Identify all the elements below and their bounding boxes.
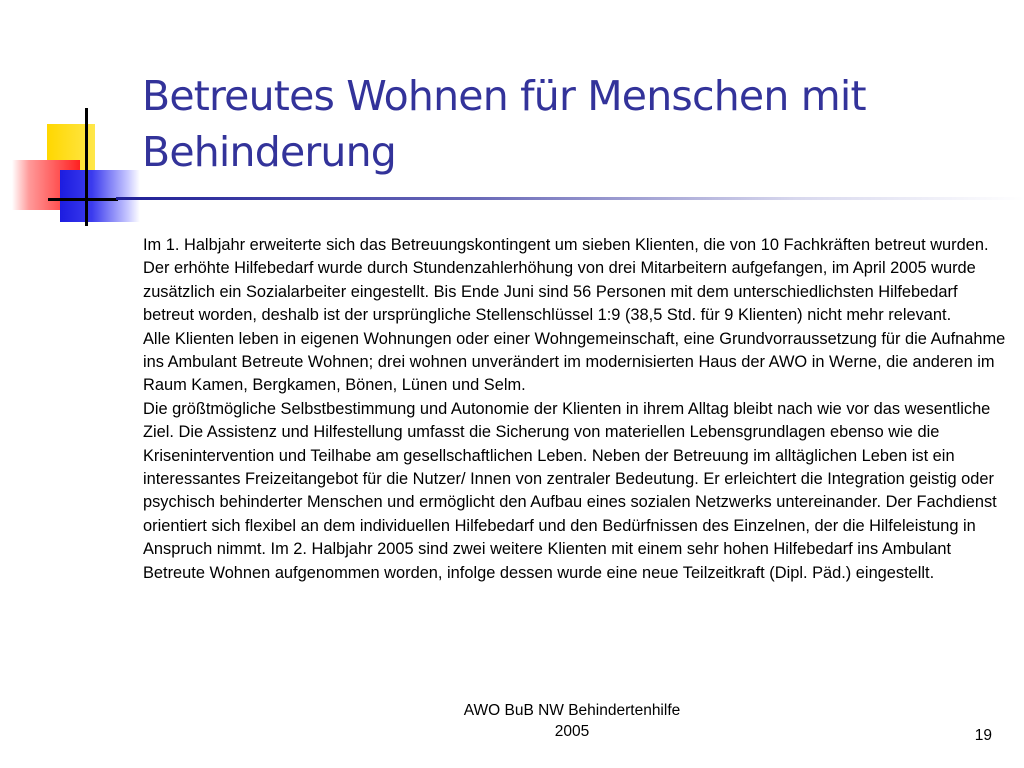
page-number: 19 — [974, 727, 992, 744]
footer-organization: AWO BuB NW Behindertenhilfe — [463, 702, 681, 719]
footer-year: 2005 — [554, 723, 590, 740]
vertical-crosshair-line — [85, 108, 88, 226]
body-paragraph-3: Die größtmögliche Selbstbestimmung und Autonomie der Klienten in ihrem Alltag bleibt nach wie vor das wesentliche Ziel. Die Assistenz und Hilfestellung umfasst die Sicherung von materiellen Lebensgrundlagen ebenso wie die Krisenintervention und Teilhabe am gesellschaftlichen Leben. Neben der Betreuung im alltäglichen Leben ist ein interessantes Freizeitangebot für die Nutzer/ Innen von zentraler Bedeutung. Er erleichtert die Integration geistig oder psychisch behinderter Menschen und ermöglicht den Aufbau eines sozialen Netzwerks untereinander. Der Fachdienst orientiert sich flexibel an dem individuellen Hilfebedarf und den Bedürfnissen des Einzelnen, der die Hilfeleistung in Anspruch nimmt. Im 2. Halbjahr 2005 sind zwei weitere Klienten mit einem sehr hohen Hilfebedarf ins Ambulant Betreute Wohnen aufgenommen worden, infolge dessen wurde eine neue Teilzeitkraft (Dipl. Päd.) eingestellt. — [143, 399, 997, 582]
body-paragraph-1: Im 1. Halbjahr erweiterte sich das Betreuungskontingent um sieben Klienten, die von 10 Fachkräften betreut wurden. Der erhöhte Hilfebedarf wurde durch Stundenzahlerhöhung von drei Mitarbeitern aufgefangen, im April 2005 wurde zusätzlich ein Sozialarbeiter eingestellt. Bis Ende Juni sind 56 Personen mit dem unterschiedlichsten Hilfebedarf betreut worden, deshalb ist der ursprüngliche Stellenschlüssel 1:9 (38,5 Std. für 9 Klienten) nicht mehr relevant. — [143, 236, 989, 325]
blue-square-decoration — [60, 170, 140, 222]
slide-title: Betreutes Wohnen für Menschen mit Behinderung — [142, 72, 866, 176]
slide-body — [143, 234, 1009, 585]
decorative-squares-logo — [0, 0, 140, 240]
horizontal-crosshair-line — [48, 198, 118, 201]
slide-footer — [372, 700, 772, 742]
body-paragraph-2: Alle Klienten leben in eigenen Wohnungen oder einer Wohngemeinschaft, eine Grundvorraussetzung für die Aufnahme ins Ambulant Betreute Wohnen; drei wohnen unverändert im modernisierten Haus der AWO in Werne, die anderen im Raum Kamen, Bergkamen, Bönen, Lünen und Selm. — [143, 329, 1006, 395]
title-underline-rule — [116, 197, 1024, 200]
